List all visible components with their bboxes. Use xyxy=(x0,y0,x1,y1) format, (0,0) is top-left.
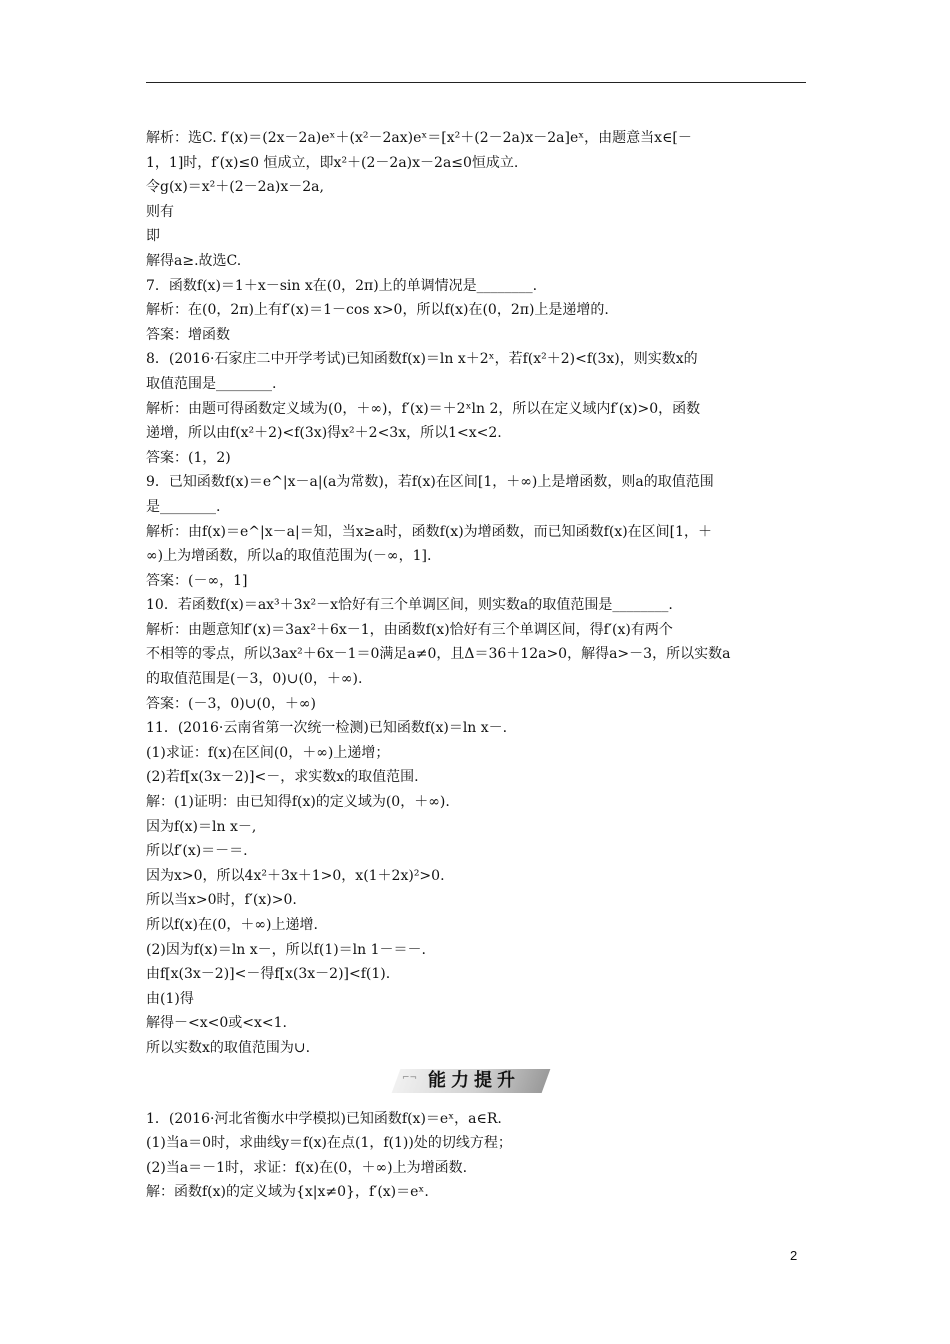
text-line: 解：函数f(x)的定义域为{x|x≠0}，f′(x)＝eˣ. xyxy=(146,1184,429,1201)
text-line: 由(1)得 xyxy=(146,990,194,1007)
text-line: ∞)上为增函数，所以a的取值范围为(－∞，1]. xyxy=(146,548,432,565)
text-line: 9．已知函数f(x)＝e^|x－a|(a为常数)，若f(x)在区间[1，＋∞)上是增函数，则a的取值范围 xyxy=(146,474,714,491)
text-line: (1)求证：f(x)在区间(0，＋∞)上递增； xyxy=(146,744,390,761)
text-line: 由f[x(3x－2)]<－得f[x(3x－2)]<f(1). xyxy=(146,966,391,983)
text-line: 1，1]时，f′(x)≤0 恒成立，即x²＋(2－2a)x－2a≤0恒成立. xyxy=(146,154,519,171)
text-line: 解析：在(0，2π)上有f′(x)＝1－cos x>0，所以f(x)在(0，2π)上是递增的. xyxy=(146,302,609,319)
text-line: 取值范围是________. xyxy=(146,375,277,392)
text-line: 所以当x>0时，f′(x)>0. xyxy=(146,892,297,909)
document-body xyxy=(146,126,810,1205)
text-line: 不相等的零点，所以3ax²＋6x－1＝0满足a≠0，且Δ＝36＋12a>0，解得a>－3，所以实数a xyxy=(146,646,731,663)
text-line: 解析：由题可得函数定义域为(0，＋∞)，f′(x)＝＋2ˣln 2，所以在定义域内f′(x)>0，函数 xyxy=(146,400,701,417)
text-line: 答案：(1，2) xyxy=(146,449,231,466)
text-line: 令g(x)＝x²＋(2－2a)x－2a, xyxy=(146,179,324,196)
text-line: 11．(2016·云南省第一次统一检测)已知函数f(x)＝ln x－. xyxy=(146,720,508,737)
banner-title: 能力提升 xyxy=(428,1069,520,1091)
text-line: 7．函数f(x)＝1＋x－sin x在(0，2π)上的单调情况是________. xyxy=(146,277,538,294)
text-line: (2)若f[x(3x－2)]<－，求实数x的取值范围. xyxy=(146,769,419,786)
text-line: (2)因为f(x)＝ln x－，所以f(1)＝ln 1－＝－. xyxy=(146,941,426,958)
text-line: 1．(2016·河北省衡水中学模拟)已知函数f(x)＝eˣ，a∈R. xyxy=(146,1110,502,1127)
text-line: 则有 xyxy=(146,203,174,220)
text-line: 因为x>0，所以4x²＋3x＋1>0，x(1＋2x)²>0. xyxy=(146,867,445,884)
text-line: 的取值范围是(－3，0)∪(0，＋∞). xyxy=(146,671,363,688)
text-line: 是________. xyxy=(146,498,221,515)
text-line: 答案：(－∞，1] xyxy=(146,572,248,589)
text-line: (2)当a＝－1时，求证：f(x)在(0，＋∞)上为增函数. xyxy=(146,1159,468,1176)
text-line: 因为f(x)＝ln x－, xyxy=(146,818,257,835)
text-line: 即 xyxy=(146,228,160,245)
text-line: 10．若函数f(x)＝ax³＋3x²－x恰好有三个单调区间，则实数a的取值范围是________. xyxy=(146,597,673,614)
text-line: 答案：增函数 xyxy=(146,326,230,343)
section-banner xyxy=(146,1063,810,1101)
text-line: 解得a≥.故选C. xyxy=(146,252,242,269)
text-line: 解：(1)证明：由已知得f(x)的定义域为(0，＋∞). xyxy=(146,794,450,811)
banner-decoration-icon: ⌐¬ xyxy=(402,1072,418,1083)
text-line: 所以f(x)在(0，＋∞)上递增. xyxy=(146,917,318,933)
text-line: 答案：(－3，0)∪(0，＋∞) xyxy=(146,695,316,712)
solutions-block xyxy=(146,126,810,1061)
page-number: 2 xyxy=(790,1248,798,1263)
text-line: 所以实数x的取值范围为∪. xyxy=(146,1039,311,1056)
text-line: 解析：由f(x)＝e^|x－a|＝知，当x≥a时，函数f(x)为增函数，而已知函数f(x)在区间[1，＋ xyxy=(146,523,713,540)
text-line: 所以f′(x)＝－＝. xyxy=(146,843,248,860)
text-line: (1)当a＝0时，求曲线y＝f(x)在点(1，f(1))处的切线方程； xyxy=(146,1135,512,1152)
advanced-problems-block xyxy=(146,1107,810,1205)
text-line: 解析：由题意知f′(x)＝3ax²＋6x－1，由函数f(x)恰好有三个单调区间，得f′(x)有两个 xyxy=(146,621,673,638)
text-line: 解析：选C. f′(x)＝(2x－2a)eˣ＋(x²－2ax)eˣ＝[x²＋(2－2a)x－2a]eˣ，由题意当x∈[－ xyxy=(146,130,692,146)
text-line: 8．(2016·石家庄二中开学考试)已知函数f(x)＝ln x＋2ˣ，若f(x²＋2)<f(3x)，则实数x的 xyxy=(146,351,698,368)
text-line: 解得－<x<0或<x<1. xyxy=(146,1015,287,1032)
text-line: 递增，所以由f(x²＋2)<f(3x)得x²＋2<3x，所以1<x<2. xyxy=(146,425,502,442)
header-rule xyxy=(146,82,806,83)
